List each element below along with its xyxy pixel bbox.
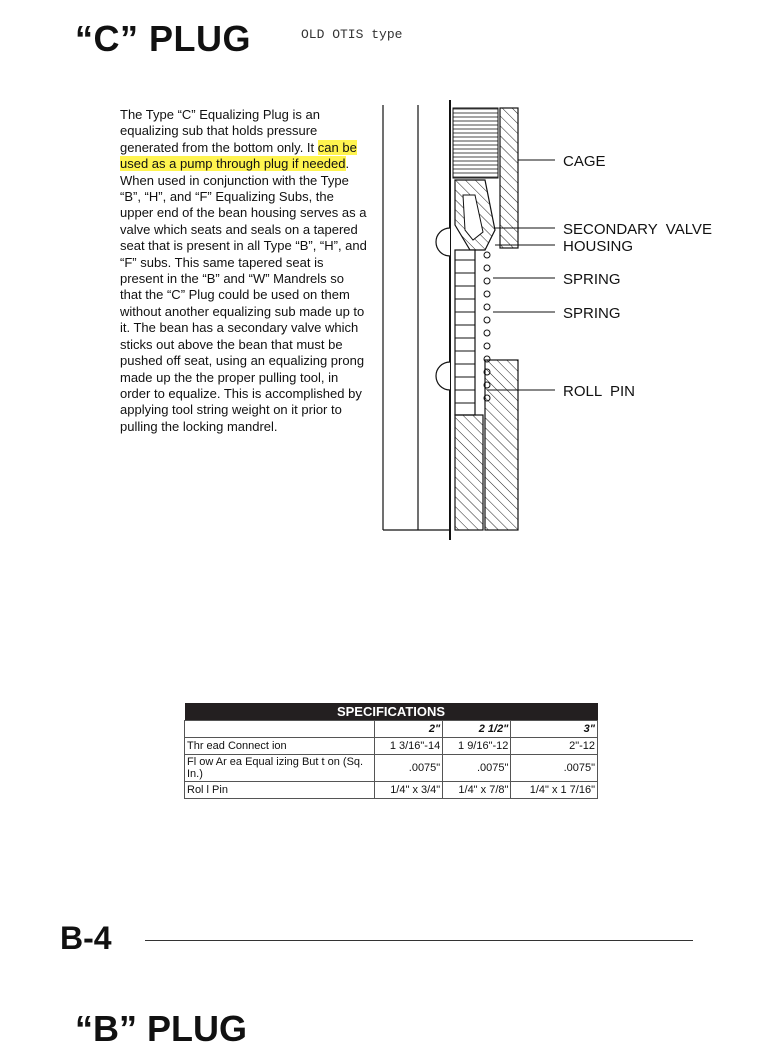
label-cage: CAGE — [563, 153, 606, 170]
specifications-table — [184, 703, 598, 799]
specifications-title: SPECIFICATIONS — [185, 703, 598, 721]
table-row: Rol l Pin 1/4" x 3/4" 1/4" x 7/8" 1/4" x 1 7/16" — [185, 782, 598, 799]
size-header-row — [185, 721, 598, 738]
row-label: Thr ead Connect ion — [185, 738, 375, 755]
c-plug-diagram — [375, 100, 735, 545]
lower-seal — [436, 362, 450, 390]
upper-body-wall — [500, 108, 518, 248]
description-text-start: The Type “C” Equalizing Plug is an equalizing sub that holds pressure generated from the bottom only. It — [120, 107, 320, 155]
label-secondary-valve: SECONDARY VALVE — [563, 221, 712, 238]
upper-seal — [436, 228, 450, 256]
page-subtitle: OLD OTIS type — [301, 27, 403, 42]
highlighted-text: can be used as a pump through plug if needed — [120, 139, 357, 172]
footer-rule — [145, 940, 693, 941]
table-row: Thr ead Connect ion 1 3/16"-14 1 9/16"-12 2"-12 — [185, 738, 598, 755]
label-spring-2: SPRING — [563, 305, 621, 322]
label-spring-1: SPRING — [563, 271, 621, 288]
label-housing: HOUSING — [563, 238, 634, 255]
cage-threads — [453, 108, 498, 178]
label-roll-pin: ROLL PIN — [563, 383, 635, 400]
row-label: Rol l Pin — [185, 782, 375, 799]
page-number: B-4 — [60, 920, 112, 956]
page-title: “C” PLUG — [75, 18, 252, 59]
size-2-1-2: 2 1/2" — [443, 721, 511, 738]
lower-mandrel — [455, 415, 483, 530]
row-label: Fl ow Ar ea Equal izing But t on (Sq. In.) — [185, 755, 375, 782]
next-section-title: “B” PLUG — [75, 1008, 248, 1049]
size-2: 2" — [375, 721, 443, 738]
description-paragraph — [120, 107, 368, 435]
description-text-end: . When used in conjunction with the Type “B”, “H”, and “F” Equalizing Subs, the upper end of the bean housing serves as a valve which seats and seals on a tapered seat that is present in all Type “B”, “H”, and “F” subs. This same tapered seat is present in the “B” and “W” Mandrels so that the “C” Plug could be used on them without another equalizing sub made up to it. The bean has a secondary valve which sticks out above the bean that must be pushed off seat, using an equalizing prong made up the the proper pulling tool, in order to equalize. This is accomplished by applying tool string weight on it prior to pulling the locking mandrel. — [120, 156, 367, 434]
table-row: Fl ow Ar ea Equal izing But t on (Sq. In.) .0075" .0075" .0075" — [185, 755, 598, 782]
size-3: 3" — [511, 721, 598, 738]
